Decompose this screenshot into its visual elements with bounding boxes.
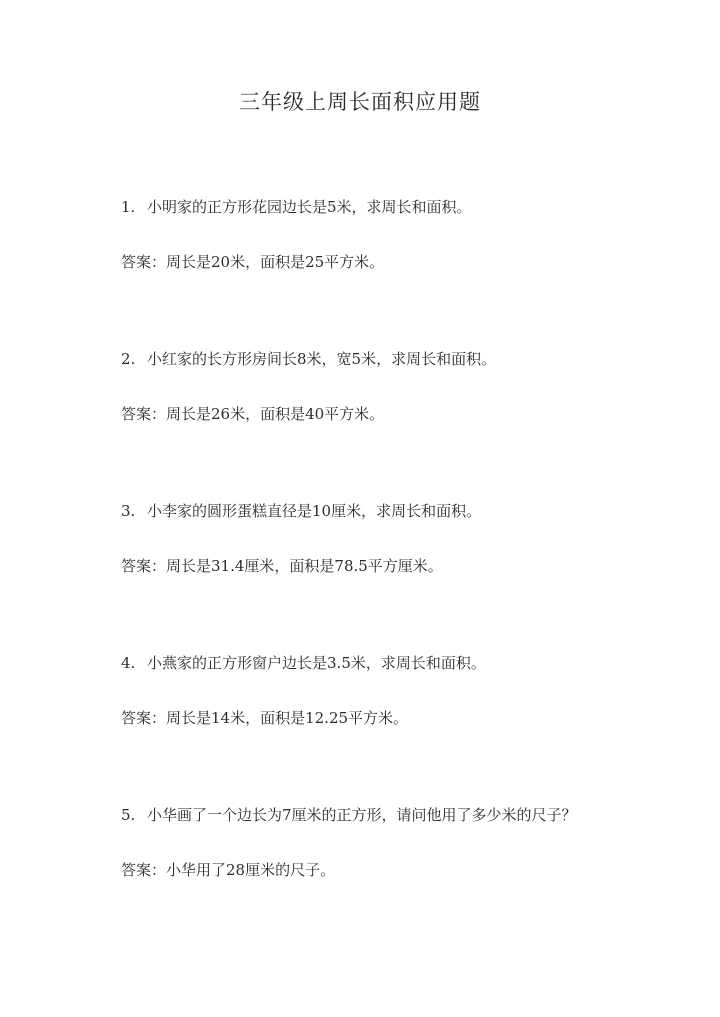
question-number: 5. xyxy=(121,806,136,824)
question-item xyxy=(121,804,681,956)
answer-text: 答案：周长是20米，面积是25平方米。 xyxy=(121,253,385,271)
question-body: 小燕家的正方形窗户边长是3.5米，求周长和面积。 xyxy=(147,654,486,672)
question-number: 4. xyxy=(121,654,136,672)
question-text xyxy=(121,196,472,218)
question-list xyxy=(121,196,681,956)
answer-text: 答案：周长是14米，面积是12.25平方米。 xyxy=(121,709,409,727)
question-number: 2. xyxy=(121,350,136,368)
question-text xyxy=(121,804,577,826)
question-body: 小明家的正方形花园边长是5米，求周长和面积。 xyxy=(147,198,472,216)
question-item xyxy=(121,348,681,500)
question-body: 小红家的长方形房间长8米，宽5米，求周长和面积。 xyxy=(147,350,497,368)
question-body: 小华画了一个边长为7厘米的正方形，请问他用了多少米的尺子？ xyxy=(147,806,577,824)
answer-text: 答案：周长是26米，面积是40平方米。 xyxy=(121,405,385,423)
question-number: 1. xyxy=(121,198,136,216)
question-item xyxy=(121,500,681,652)
question-item xyxy=(121,652,681,804)
question-number: 3. xyxy=(121,502,136,520)
question-body: 小李家的圆形蛋糕直径是10厘米，求周长和面积。 xyxy=(147,502,482,520)
question-text xyxy=(121,500,481,522)
question-text xyxy=(121,348,496,370)
answer-text: 答案：周长是31.4厘米，面积是78.5平方厘米。 xyxy=(121,557,443,575)
question-text xyxy=(121,652,486,674)
document-title: 三年级上周长面积应用题 xyxy=(239,90,481,114)
question-item xyxy=(121,196,681,348)
answer-text: 答案：小华用了28厘米的尺子。 xyxy=(121,861,336,879)
